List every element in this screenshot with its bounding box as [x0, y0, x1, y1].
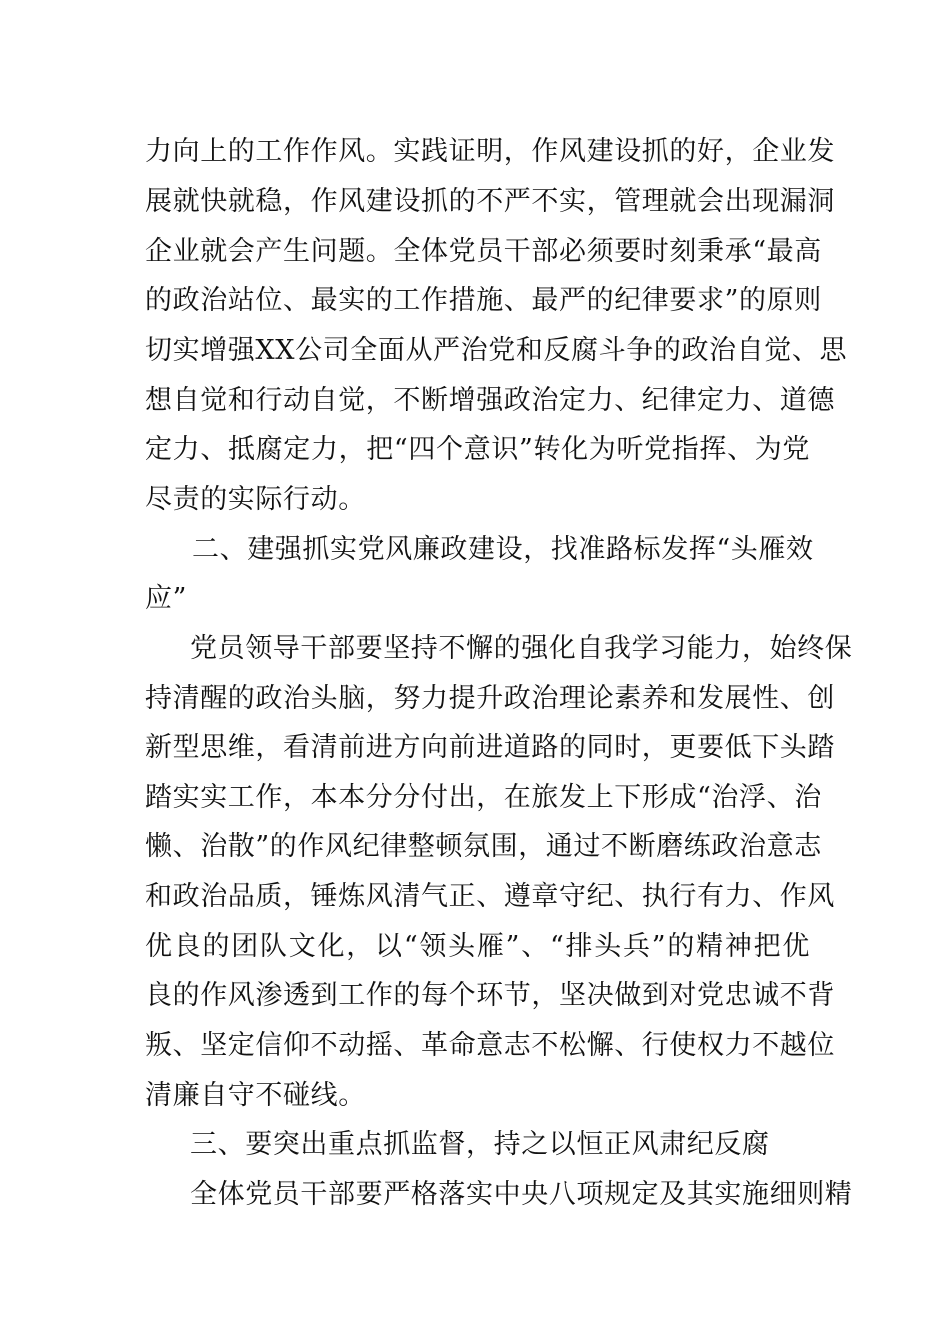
body-text-line: 企业就会产生问题。全体党员干部必须要时刻秉承“最高 — [145, 236, 822, 267]
section-heading-2-continued: 应” — [145, 583, 188, 614]
body-text-line: 尽责的实际行动。 — [145, 484, 366, 515]
body-text-line: 的政治站位、最实的工作措施、最严的纪律要求”的原则 — [145, 285, 822, 316]
section-heading-3: 三、要突出重点抓监督，持之以恒正风肃纪反腐 — [190, 1129, 770, 1160]
body-text-line: 切实增强XX公司全面从严治党和反腐斗争的政治自觉、思 — [145, 335, 848, 366]
body-text-line: 想自觉和行动自觉，不断增强政治定力、纪律定力、道德 — [145, 385, 835, 416]
section-heading-2: 二、建强抓实党风廉政建设，找准路标发挥“头雁效 — [192, 534, 814, 565]
body-text-line: 党员领导干部要坚持不懈的强化自我学习能力，始终保 — [190, 633, 853, 664]
body-text-line: 良的作风渗透到工作的每个环节，坚决做到对党忠诚不背 — [145, 980, 835, 1011]
body-text-line: 定力、抵腐定力，把“四个意识”转化为听党指挥、为党 — [145, 434, 810, 465]
body-text-line: 和政治品质，锤炼风清气正、遵章守纪、执行有力、作风 — [145, 881, 835, 912]
body-text-line: 清廉自守不碰线。 — [145, 1080, 366, 1111]
body-text-line: 叛、坚定信仰不动摇、革命意志不松懈、行使权力不越位 — [145, 1030, 835, 1061]
body-text-line: 新型思维，看清前进方向前进道路的同时，更要低下头踏 — [145, 732, 835, 763]
body-text-line: 展就快就稳，作风建设抓的不严不实，管理就会出现漏洞 — [145, 186, 835, 217]
body-text-line: 力向上的工作作风。实践证明，作风建设抓的好，企业发 — [145, 136, 835, 167]
body-text-line: 全体党员干部要严格落实中央八项规定及其实施细则精 — [190, 1179, 853, 1210]
body-text-line: 懒、治散”的作风纪律整顿氛围，通过不断磨练政治意志 — [145, 831, 822, 862]
body-text-line: 持清醒的政治头脑，努力提升政治理论素养和发展性、创 — [145, 683, 835, 714]
body-text-line: 优良的团队文化，以“领头雁”、“排头兵”的精神把优 — [145, 931, 810, 962]
body-text-line: 踏实实工作，本本分分付出，在旅发上下形成“治浮、治 — [145, 782, 822, 813]
